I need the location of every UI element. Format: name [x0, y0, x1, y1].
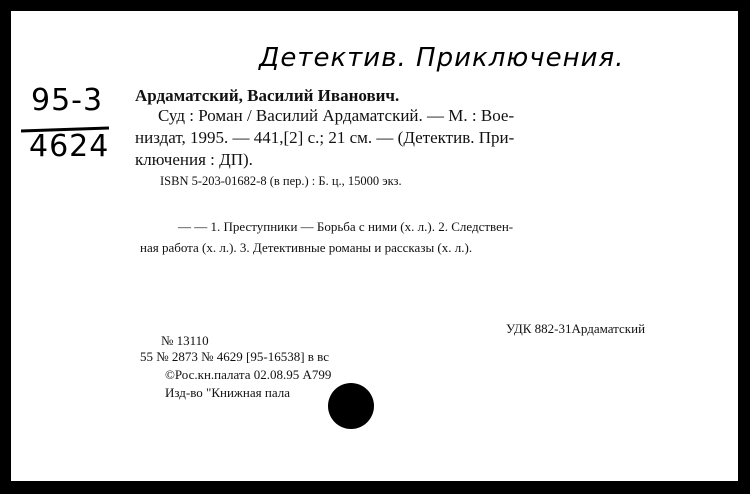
entry-isbn: ISBN 5-203-01682-8 (в пер.) : Б. ц., 15000 экз.	[160, 174, 402, 188]
entry-line-1: Суд : Роман / Василий Ардаматский. — М. : Вое-	[158, 106, 515, 125]
handwritten-genre: Детектив. Приключения.	[259, 43, 625, 73]
entry-line-2: низдат, 1995. — 441,[2] с.; 21 см. — (Детектив. При-	[135, 128, 515, 147]
subjects-line-1: — — 1. Преступники — Борьба с ними (х. л.). 2. Следствен-	[178, 219, 514, 234]
punch-hole	[328, 383, 374, 429]
catalog-card	[11, 11, 738, 481]
handwritten-shelf-bottom: 4624	[29, 129, 110, 164]
publisher-line: Изд-во "Книжная пала	[165, 385, 290, 400]
udk-code: УДК 882-31Ардаматский	[506, 321, 646, 336]
handwritten-shelf-top: 95-3	[31, 83, 104, 118]
entry-line-3: ключения : ДП).	[135, 150, 253, 169]
record-number: № 13110	[161, 333, 209, 348]
book-chamber-stamp: ©Рос.кн.палата 02.08.95 А799	[165, 367, 332, 382]
record-ids: 55 № 2873 № 4629 [95-16538] в вс	[140, 349, 330, 364]
entry-author: Ардаматский, Василий Иванович.	[135, 86, 400, 105]
subjects-line-2: ная работа (х. л.). 3. Детективные романы и рассказы (х. л.).	[140, 240, 473, 255]
